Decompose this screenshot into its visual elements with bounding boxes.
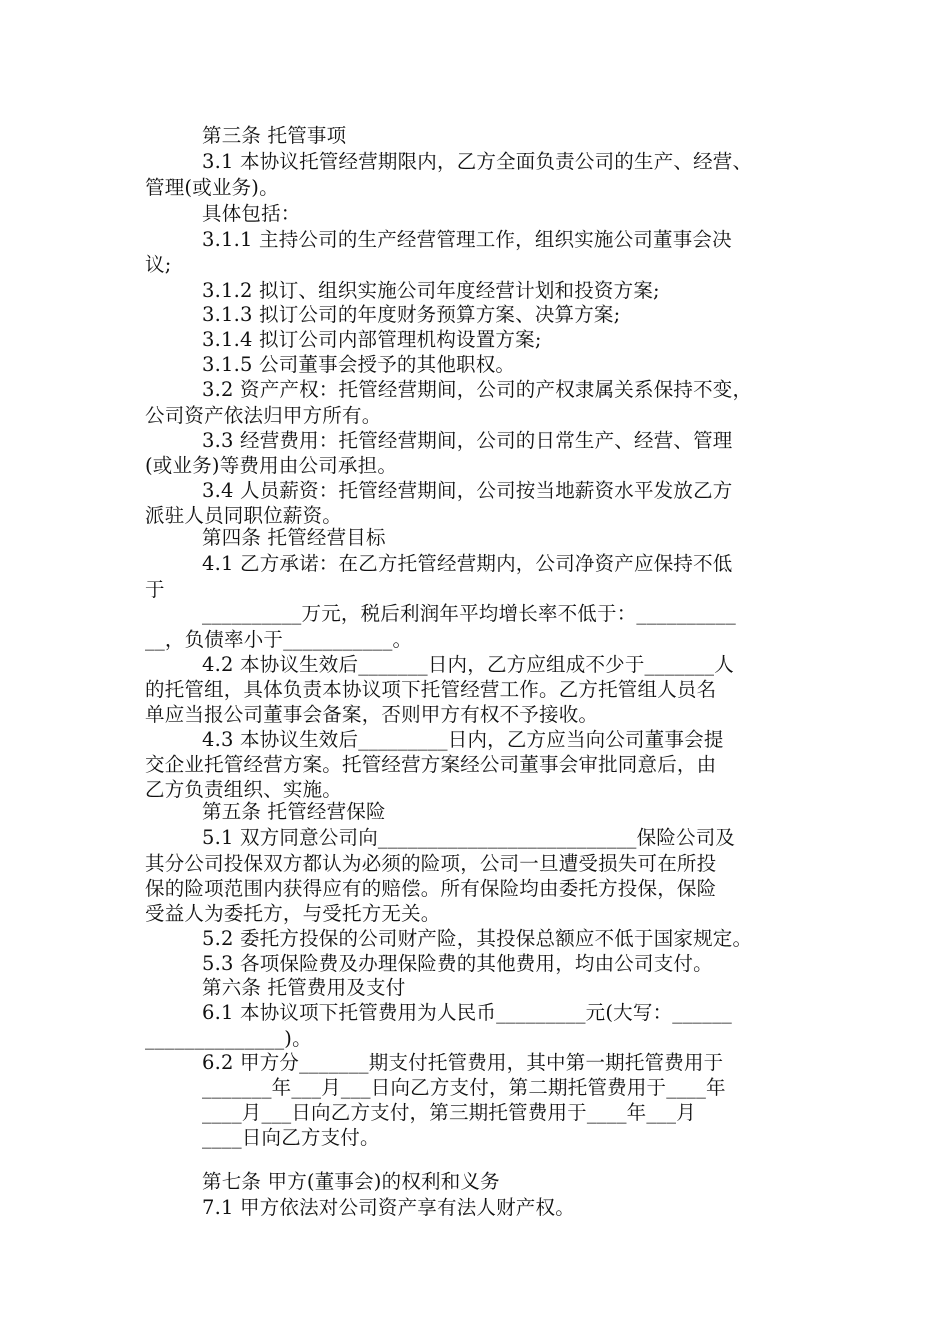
paragraph-line: 交企业托管经营方案。托管经营方案经公司董事会审批同意后，由 <box>145 753 717 776</box>
paragraph-line: 4.1 乙方承诺：在乙方托管经营期内，公司净资产应保持不低 <box>202 552 733 575</box>
paragraph-line: 4.3 本协议生效后_________日内，乙方应当向公司董事会提 <box>202 728 724 751</box>
paragraph-line: 7.1 甲方依法对公司资产享有法人财产权。 <box>202 1196 575 1219</box>
section-heading-5: 第五条 托管经营保险 <box>202 800 386 823</box>
paragraph-line: 3.3 经营费用：托管经营期间，公司的日常生产、经营、管理 <box>202 429 733 452</box>
paragraph-line: 3.4 人员薪资：托管经营期间，公司按当地薪资水平发放乙方 <box>202 479 733 502</box>
paragraph-line: 3.1.3 拟订公司的年度财务预算方案、决算方案; <box>202 303 621 326</box>
paragraph-line: 3.2 资产产权：托管经营期间，公司的产权隶属关系保持不变， <box>202 378 753 401</box>
paragraph-line: 3.1.4 拟订公司内部管理机构设置方案; <box>202 328 542 351</box>
paragraph-line: _______年___月___日向乙方支付，第二期托管费用于____年 <box>202 1076 726 1099</box>
paragraph-line: 其分公司投保双方都认为必须的险项，公司一旦遭受损失可在所投 <box>145 852 717 875</box>
paragraph-line: 保的险项范围内获得应有的赔偿。所有保险均由委托方投保，保险 <box>145 877 717 900</box>
paragraph-line: 5.2 委托方投保的公司财产险，其投保总额应不低于国家规定。 <box>202 927 753 950</box>
paragraph-line: ______________)。 <box>145 1027 312 1050</box>
paragraph-line: 3.1.2 拟订、组织实施公司年度经营计划和投资方案; <box>202 279 660 302</box>
paragraph-line: 受益人为委托方，与受托方无关。 <box>145 902 441 925</box>
paragraph-line: 于 <box>145 578 165 601</box>
paragraph-line: __，负债率小于___________。 <box>145 628 413 651</box>
paragraph-line: 5.1 双方同意公司向__________________________保险公司及 <box>202 826 736 849</box>
paragraph-line: 4.2 本协议生效后_______日内，乙方应组成不少于_______人 <box>202 653 734 676</box>
paragraph-line: 6.1 本协议项下托管费用为人民币_________元(大写：______ <box>202 1001 732 1024</box>
paragraph-line: 派驻人员同职位薪资。 <box>145 504 343 527</box>
paragraph-line: 3.1.5 公司董事会授予的其他职权。 <box>202 353 516 376</box>
paragraph-line: 单应当报公司董事会备案，否则甲方有权不予接收。 <box>145 703 599 726</box>
paragraph-line: 的托管组，具体负责本协议项下托管经营工作。乙方托管组人员名 <box>145 678 717 701</box>
paragraph-line: ____月___日向乙方支付，第三期托管费用于____年___月 <box>202 1101 696 1124</box>
paragraph-line: 乙方负责组织、实施。 <box>145 778 343 801</box>
paragraph-line: (或业务)等费用由公司承担。 <box>145 454 398 477</box>
paragraph-line: __________万元，税后利润年平均增长率不低于：__________ <box>202 602 736 625</box>
section-heading-3: 第三条 托管事项 <box>202 124 347 147</box>
paragraph-line: 具体包括： <box>202 202 301 225</box>
paragraph-line: 议; <box>145 253 172 276</box>
paragraph-line: 3.1 本协议托管经营期限内，乙方全面负责公司的生产、经营、 <box>202 150 753 173</box>
section-heading-7: 第七条 甲方(董事会)的权利和义务 <box>202 1170 500 1193</box>
section-heading-6: 第六条 托管费用及支付 <box>202 976 406 999</box>
paragraph-line: ____日向乙方支付。 <box>202 1126 380 1149</box>
paragraph-line: 3.1.1 主持公司的生产经营管理工作，组织实施公司董事会决 <box>202 228 732 251</box>
section-heading-4: 第四条 托管经营目标 <box>202 526 386 549</box>
paragraph-line: 管理(或业务)。 <box>145 176 279 199</box>
paragraph-line: 5.3 各项保险费及办理保险费的其他费用，均由公司支付。 <box>202 952 713 975</box>
paragraph-line: 公司资产依法归甲方所有。 <box>145 404 382 427</box>
paragraph-line: 6.2 甲方分_______期支付托管费用，其中第一期托管费用于 <box>202 1051 724 1074</box>
